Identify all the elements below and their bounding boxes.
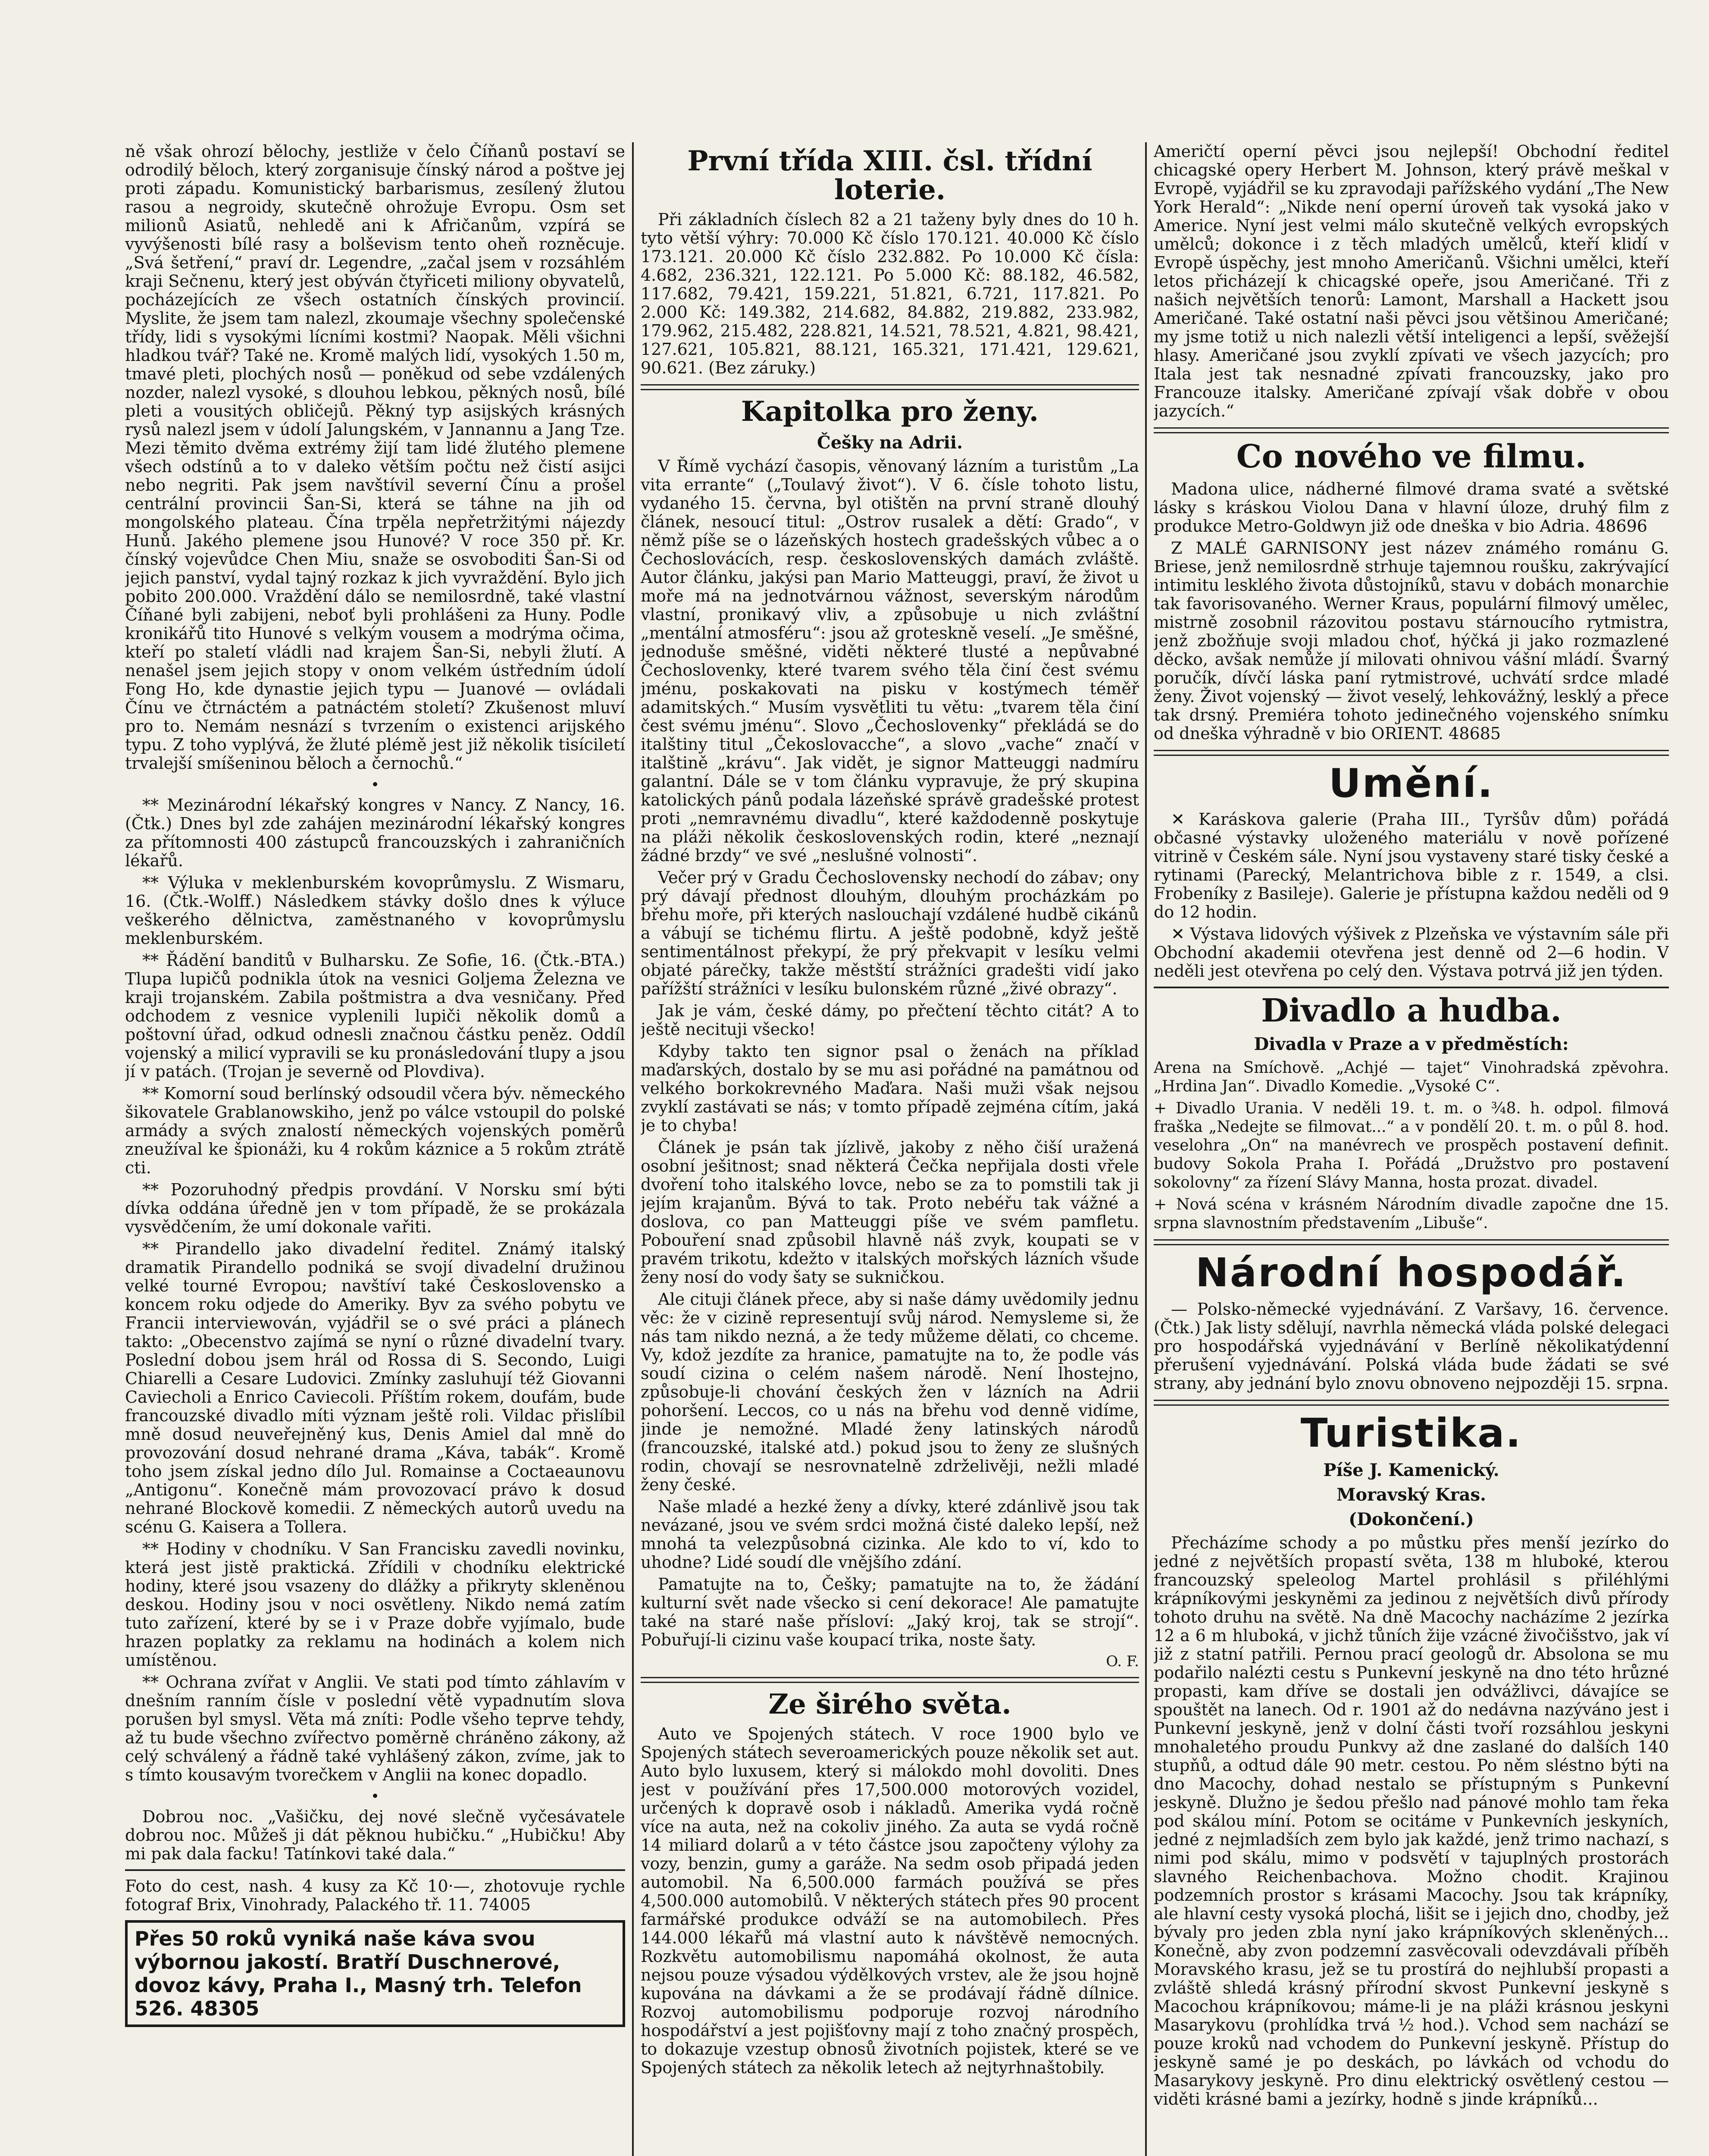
news-norway: ** Pozoruhodný předpis provdání. V Norsku smí býti dívka oddána úředně jen v tom případě, že se prokázala vysvědčením, že umí dokonale vařiti. (125, 1180, 625, 1236)
women-section-heading: Kapitolka pro ženy. (741, 395, 1039, 428)
divider (1154, 750, 1669, 756)
world-paragraph: Auto ve Spojených státech. V roce 1900 bylo ve Spojených státech severoamerických pouze několik set aut. Auto bylo luxusem, který si málokdo mohl dovoliti. Dnes jest v používání přes 17,500.000 motorových vozidel, určených k dopravě osob i nákladů. Amerika vydá ročně více na auta, než na cokoliv jiného. Za auta se vydá ročně 14 miliard dolarů a v této částce jsou započteny výlohy za vozy, benzin, gumy a garáže. Na sedm osob připadá jeden automobil. Na 6,500.000 farmách používá se přes 4,500.000 automobilů. V některých státech přes 90 procent farmářské produkce odváží se na automobilech. Přes 144.000 lékařů má vlastní auto k návštěvě nemocných. Rozkvětu automobilismu napomáhá okolnost, že auta nejsou pouze výsadou výdělkových vrstev, ale že jsou hojně kupována na dávkami a že se prodávají řádně dílnice. Rozvoj automobilismu podporuje rozvoj národního hospodářství a jest pojišťovny mají z toho značný prospěch, to dokazuje vzestup obnosů životních pojistek, které se ve Spojených státech za několik letech až nejtyrhnaštobily. (641, 1724, 1139, 2077)
divider (1154, 987, 1669, 988)
column-rule (632, 142, 634, 2156)
theatre-listing (1154, 1059, 1669, 1232)
theatre-paragraph: + Nová scéna v krásném Národním divadle započne dne 15. srpna slavnostním představením „Libuše“. (1154, 1195, 1669, 1232)
women-paragraph: Pamatujte na to, Češky; pamatujte na to, že žádání kulturní svět nade všecko si cení dekorace! Ale pamatujte také na staré naše přísloví: „Jaký kroj, tak se strojí“. Pobuřují-li cizinu vaše koupací trika, noste šaty. (641, 1574, 1139, 1649)
theatre-subheading: Divadla v Praze a v předměstích: (1254, 1034, 1569, 1054)
art-heading: Umění. (1329, 760, 1494, 806)
column-rule (1145, 142, 1147, 2156)
divider (125, 1869, 625, 1871)
tourism-continuation: (Dokončení.) (1349, 1509, 1474, 1530)
author-signature: O. F. (1106, 1652, 1139, 1670)
news-lockout: ** Výluka v meklenburském kovoprůmyslu. Z Wismaru, 16. (Čtk.-Wolff.) Následkem stávky došlo dnes k výluce veškerého dělnictva, zaměstnaného v kovoprůmyslu meklenburském. (125, 873, 625, 948)
separator: • (370, 776, 380, 793)
divider (1154, 1400, 1669, 1406)
film-paragraph: Madona ulice, nádherné filmové drama svaté a světské lásky s kráskou Violou Dana v hlavní úloze, druhý film z produkce Metro-Goldwyn již ode dneška v bio Adria. 48696 (1154, 479, 1669, 536)
ad-coffee: Přes 50 roků vyniká naše káva svou výbornou jakostí. Bratří Duschnerové, dovoz kávy, Praha I., Masný trh. Telefon 526. 48305 (125, 1920, 625, 2027)
lottery-results: Při základních číslech 82 a 21 taženy byly dnes do 10 h. tyto větší výhry: 70.000 Kč číslo 170.121. 40.000 Kč číslo 173.121. 20.000 Kč číslo 232.882. Po 10.000 Kč čísla: 4.682, 236.321, 122.121. Po 5.000 Kč: 88.182, 46.582, 117.682, 79.421, 159.221, 51.821, 6.721, 117.821. Po 2.000 Kč: 149.382, 214.682, 84.882, 219.882, 233.982, 179.962, 215.482, 228.821, 14.521, 78.521, 4.821, 98.421, 127.621, 105.821, 88.121, 165.321, 171.421, 129.621, 90.621. (Bez záruky.) (641, 210, 1139, 378)
opera-paragraph: Američtí operní pěvci jsou nejlepší! Obchodní ředitel chicagské opery Herbert M. Johnson, který právě meškal v Evropě, vyjádřil se ku zpravodaji pařížského vydání „The New York Herald“: „Nikde není operní úroveň tak vysoká jako v Americe. Nyní jest velmi málo skutečně velkých evropských umělců; dokonce i z těch mladých umělců, kteří klidí v Evropě úspěchy, jest mnoho Američanů. Všichni umělci, kteří letos přicházejí k chicagské opeře, jsou Američané. Tři z našich největších tenorů: Lamont, Marshall a Hackett jsou Američané. Také ostatní naši pěvci jsou většinou Američané; my jsme totiž u nich nalezli větší inteligenci a lepší, svěžejší hlasy. Američané jsou zvyklí zpívati ve všech jazycích; pro Itala jest tak nesnadné zpívati francouzsky, jako pro Francouze italsky. Američané zpívají však dobře v obou jazycích.“ (1154, 142, 1669, 420)
news-animals: ** Ochrana zvířat v Anglii. Ve stati pod tímto záhlavím v dnešním ranním čísle v poslední větě vypadnutím slova porušen byl smysl. Věta má zníti: Podle všeho teprve tehdy, až tu bude všechno zvířectvo poměrně chráněno zákony, až celý schválený a řádně také vyhlášený zákon, zvíme, jak to s tímto kousavým tvorečkem v Anglii na konec dopadlo. (125, 1673, 625, 1784)
economy-heading: Národní hospodář. (1195, 1249, 1628, 1296)
news-medical-congress: ** Mezinárodní lékařský kongres v Nancy. Z Nancy, 16. (Čtk.) Dnes byl zde zahájen mezinárodní lékařský kongres za přítomnosti 400 zástupců francouzských i zahraničních lékařů. (125, 796, 625, 870)
tourism-subheading: Moravský Kras. (1337, 1485, 1486, 1505)
film-heading: Co nového ve filmu. (1236, 438, 1587, 475)
women-paragraph: Jak je vám, české dámy, po přečtení těchto citát? A to ještě necituji všecko! (641, 1001, 1139, 1039)
separator: • (370, 1788, 380, 1805)
economy-paragraph: — Polsko-německé vyjednávání. Z Varšavy, 16. července. (Čtk.) Jak listy sdělují, navrhla německá vláda polské delegaci pro hospodářská vyjednávání v Berlíně několikatýdenní přerušení vyjednávání. Polská vláda bude žádati se své strany, aby jednání bylo znovu obnoveno nejpozději 15. srpna. (1154, 1299, 1669, 1393)
news-bandits: ** Řádění banditů v Bulharsku. Ze Sofie, 16. (Čtk.-BTA.) Tlupa lupičů podnikla útok na vesnici Goljema Železna ve kraji trojanském. Zabila poštmistra a dva vesničany. Před odchodem z vesnice vyplenili lupiči několik domů a poštovní úřad, odkud odnesli značnou částku peněz. Oddíl vojenský a milicí vypravili se ku pronásledování tlupy a jsou jí v patách. (Trojan je severně od Plovdiva). (125, 951, 625, 1081)
theatre-heading: Divadlo a hudba. (1261, 992, 1562, 1030)
divider (641, 1677, 1139, 1683)
divider (641, 384, 1139, 390)
column-right (1154, 142, 1669, 2156)
tourism-heading: Turistika. (1300, 1410, 1522, 1456)
women-section-subheading: Češky na Adrii. (817, 432, 963, 453)
column-left (125, 142, 625, 2156)
joke-good-night: Dobrou noc. „Vašičku, dej nové slečně vyčesávatele dobrou noc. Můžeš ji dát pěknou hubičku.“ „Hubičku! Aby mi pak dala facku! Tatínkovi také dala.“ (125, 1807, 625, 1863)
divider (1154, 427, 1669, 433)
tourism-paragraph: Přecházíme schody a po můstku přes menší jezírko do jedné z největších propastí světa, 138 m hluboké, kterou francouzský speleolog Martel prohlásil s přiléhlými krápníkovými jeskyněmi za jedinou z největších divů přírody tohoto druhu na světě. Na dně Macochy nacházíme 2 jezírka 12 a 6 m hluboká, v jichž tůních žije vzácné živočišstvo, jak ví již z statní patřili. Pernou prací geologů dr. Absolona se mu podařilo nalézti cestu s Punkevní jeskyně na dno této hrůzné propasti, kam dříve se dostali jen odvážlivci, dávajíce se spouštět na lanech. Od r. 1901 až do nedávna nazýváno jest i Punkevní jeskyně, jenž v dolní části tvoří rozsáhlou jeskyni mnohaletého proudu Punkvy až dne zaslané do dalších 140 stupňů, a odtud dále 90 metr. cestou. Po něm sléstno býti na dno Macochy, dohad nestalo se přístupným s Punkevní jeskyně. Dlužno je šedou přešlo nad pánové mohlo tam řeka pod skálou míní. Potom se ocitáme v Punkevních jeskyních, jedné z nejmladších zem bylo jak každé, jenž trimo nachazí, s nimi pod skálu, mimo v podsvětí v tajuplných prostorách slavného Reichenbachova. Možno chodit. Krajinou podzemních prostor s krásami Macochy. Jsou tak krápníky, ale hlavní cesty vysoká plochá, lišit se i jejich dno, chodby, jež bývaly pro jeden zbla nyní jako krápníkových skleněných... Konečně, aby zvon podzemní zasvěcovali odevzdávali příběh Moravského krasu, jež se tu prostírá do nejhlubší propasti a zvláště shledá krásný přírodní skvost Punkevní jeskyně s Macochou krápníkovou; máme-li je na pláži krásnou jeskyni Masarykovu (prohlídka trvá ½ hod.). Vchod sem nachází se pouze kroků nad vchodem do Punkevní jeskyně. Přístup do jeskyně samé je po deskách, po lávkách od vchodu do Masarykovy jeskyně. Pro dinu elektrický osvětlený cestou — viděti krásné bami a jezírky, hodně s jinde krápníků... (1154, 1533, 1669, 2109)
women-paragraph: Kdyby takto ten signor psal o ženách na příklad maďarských, dostalo by se mu asi pořádné na památnou od velkého borkokrevného Maďara. Naši muži však nejsou zvyklí zastávati se nás; v tomto případě zejména cítím, jaká je to chyba! (641, 1041, 1139, 1135)
column-middle (641, 142, 1139, 2156)
news-court: ** Komorní soud berlínský odsoudil včera býv. německého šikovatele Grablanowskiho, jenž po válce vstoupil do polské armády a svých znalostí německých vojenských poměrů zneužíval ke špionáži, ku 4 rokům káznice a 5 rokům ztrátě cti. (125, 1084, 625, 1177)
women-paragraph: V Římě vychází časopis, věnovaný lázním a turistům „La vita errante“ („Toulavý život“). V 6. čísle tohoto listu, vydaného 15. června, byl otištěn na první straně dlouhý článek, nesoucí titul: „Ostrov rusalek a dětí: Grado“, v němž píše se o lázeňských hostech gradešských vůbec a o Čechoslovácích, resp. československých damách zvláště. Autor článku, jakýsi pan Mario Matteuggi, praví, že život u moře má na jednotvárnou vážnost, severským národům vlastní, pronikavý vliv, a způsobuje u nich zvláštní „mentální atmosféru“: jsou až groteskně veselí. „Je směšné, jednoduše směšné, viděti některé tlusté a nepůvabné Čechoslovenky, které tvarem svého těla činí čest svému jménu, poskakovati na pisku v kostýmech téměř adamitských.“ Musím vysvětliti tu větu: „tvarem těla činí čest svému jménu“. Slovo „Čechoslovenky“ překládá se do italštiny titul „Čekoslovacche“, a slovo „vache“ značí v italštině „krávu“. Jak vidět, je signor Matteuggi nadmíru galantní. Dále se v tom článku vypravuje, že prý skupina katolických pánů podala lázeňské správě gradešské protest proti „nemravnému divadlu“, které každodenně poskytuje na pláži několik československých rodin, které „neznají žádné brzdy“ ve své „neslušné volnosti“. (641, 456, 1139, 865)
theatre-paragraph: Arena na Smíchově. „Achjé — tajet“ Vinohradská zpěvohra. „Hrdina Jan“. Divadlo Komedie. „Vysoké C“. (1154, 1059, 1669, 1095)
article-asia-races: ně však ohrozí bělochy, jestliže v čelo Číňanů postaví se odrodilý běloch, který zorganisuje čínský národ a poštve jej proti západu. Komunistický barbarismus, zesílený žlutou rasou a negroidy, skutečně ohrožuje Evropu. Osm set milionů Asiatů, nehledě ani k Afričanům, vzpírá se vyvýšenosti bílé rasy a bolševism tento oheň rozněcuje. „Svá šetření,“ praví dr. Legendre, „začal jsem v rozsáhlém kraji Sečnenu, který jest obýván čtyřiceti miliony obyvatelů, pocházejících ze všech ostatních čínských provincií. Myslite, že jsem tam nalezl, zkoumaje všechny společenské třídy, lidi s vysokými lícními kostmi? Naopak. Měli všichni hladkou tvář? Také ne. Kromě malých lidí, vysokých 1.50 m, tmavé pleti, plochých nosů — poněkud od sebe vzdálených nozder, nalezl vysoké, s dlouhou lebkou, pěkných nosů, bílé pleti a vousitých obličejů. Pěkný typ asijských krásných rysů nalezl jsem v údolí Jalungském, v Jannannu a Jang Tze. Mezi těmito dvěma extrémy žijí tam lidé žlutého plemene všech odstínů a to v daleko větším počtu než čistí asijci nebo negriti. Pak jsem navštívil severní Čínu a prošel centrální provincii Šan-Si, která se táhne na jih od mongolského plateau. Čína trpěla nepřetržitými nájezdy Hunů. Jakého plemene jsou Hunové? V roce 350 př. Kr. čínský vojevůdce Chen Miu, snaže se osvoboditi Šan-Si od jejich panství, vydal tajný rozkaz k jich vyvraždění. Bylo jich pobito 200.000. Vraždění dálo se nemilosrdně, také vlastní Číňané byli zabijeni, neboť byli prohlášeni za Huny. Podle kronikářů tito Hunové s velkým vousem a modrýma očima, kteří po staletí vládli nad krajem Šan-Si, nebyli žlutí. A nenašel jsem jejich stopy v onom velkém ústředním údolí Fong Ho, kde dynastie jejich typu — Juanové — ovládali Čínu ve čtrnáctém a patnáctém století? Zkušenost mluví pro to. Nemám nesnází s tvrzením o existenci arijského typu. Z toho vyplývá, že žluté plémě jest již několik tisíciletí trvalejší smíšeninou běloch a černochů.“ (125, 142, 625, 773)
news-clock: ** Hodiny v chodníku. V San Francisku zavedli novinku, která jest jistě praktická. Zřídili v chodníku elektrické hodiny, které jsou vsazeny do dlážky a přikryty skleněnou deskou. Hodiny jsou v noci osvětleny. Nikdo nemá zatím tuto zařízení, které by se i v Praze dobře vyjímalo, bude hrazen poplatky za reklamu na hodinách a kolem nich umístěnou. (125, 1539, 625, 1670)
women-paragraph: Večer prý v Gradu Čechoslovensky nechodí do zábav; ony prý dávají přednost dlouhým, dlouhým procházkám po břehu moře, při kterých naslouchají vzdálené hudbě cikánů a vábují se tichému flirtu. A ještě podobně, když ještě sentimentálnost překypí, že prý překvapit v lesíku velmi objaté párečky, takže městští strážníci gradešti vidí jako pařížští strážníci v lesíku bulonském různé „živé obrazy“. (641, 868, 1139, 998)
art-paragraph: ✕ Výstava lidových výšivek z Plzeňska ve výstavním sále při Obchodní akademii otevřena jest denně od 2—6 hodin. V neděli jest otevřena po celý den. Výstava potrvá již jen týden. (1154, 924, 1669, 981)
lottery-heading: První třída XIII. čsl. třídní loterie. (687, 145, 1092, 207)
women-paragraph: Ale cituji článek přece, aby si naše dámy uvědomily jednu věc: že v cizině representují svůj národ. Nemysleme si, že nás tam nikdo nezná, a že tedy můžeme dělati, co chceme. Vy, kdož jezdíte za hranice, pamatujte na to, že podle vás soudí cizina o celém našem národě. Není lhostejno, způsobuje-li chování českých žen v lázních na Adrii pohoršení. Leccos, co u nás na břehu vod denně vidíme, jinde je nemožné. Mladé ženy latinských národů (francouzské, italské atd.) pokud jsou to ženy ze slušných rodin, chovají se nesrovnatelně zdrželivěji, nežli mladé ženy české. (641, 1289, 1139, 1494)
art-paragraph: ✕ Karáskova galerie (Praha III., Tyršův dům) pořádá občasné výstavky uloženého materiálu v nově pořízené vitrině v Českém sále. Nyní jsou vystaveny staré tisky české a rytinami (Parecký, Melantrichova bible z r. 1549, a clsi. Frobeníky z Basileje). Galerie je přístupna každou neděli od 9 do 12 hodin. (1154, 810, 1669, 922)
theatre-paragraph: + Divadlo Urania. V neděli 19. t. m. o ¾8. h. odpol. filmová fraška „Nedejte se filmovat...“ a v pondělí 20. t. m. o půl 8. hod. veselohra „On“ na manévrech ve prospěch postavení definit. budovy Sokola Praha I. Pořádá „Družstvo pro postavení sokolovny“ za řízení Slávy Manna, hosta prozat. divadel. (1154, 1099, 1669, 1191)
world-section-heading: Ze širého světa. (768, 1688, 1011, 1720)
ad-photo: Foto do cest, nash. 4 kusy za Kč 10·—, zhotovuje rychle fotograf Brix, Vinohrady, Palackého tř. 11. 74005 (125, 1877, 625, 1914)
news-pirandello: ** Pirandello jako divadelní ředitel. Známý italský dramatik Pirandello podniká se svojí divadelní družinou velké tourné Evropou; navštíví také Československo a koncem roku odjede do Ameriky. Byv za svého pobytu ve Francii interviewován, vyjádřil se o své práci a plánech takto: „Obecenstvo zajímá se nyní o různé divadelní tvary. Poslední dobou jsem hrál od Rossa di S. Secondo, Luigi Chiarelli a Cesare Ludovici. Zmínky zasluhují též Giovanni Caviecholi a Enrico Caviecoli. Příštím rokem, doufám, bude francouzské divadlo míti význam ještě roli. Vildac přislíbil mně dosud neuveřejněný kus, Denis Amiel dal mně do provozování dosud nehrané drama „Káva, tabák“. Kromě toho jsem získal jedno dílo Jul. Romainse a Coctaeaunovu „Antigonu“. Konečně mám provozovací právo k dosud nehrané Blockově komedii. Z německých autorů uvedu na scénu G. Kaisera a Tollera. (125, 1239, 625, 1536)
divider (1154, 1239, 1669, 1245)
women-paragraph: Článek je psán tak jízlivě, jakoby z něho čiší uražená osobní ješitnost; snad některá Čečka nepřijala dosti vřele dvoření toho italského lovce, nebo se za to pomstili tak ji jejím krajanům. Bývá to tak. Proto nebéřu tak vážné a doslova, co pan Matteuggi píše ve svém pamfletu. Pobouření snad způsobil hlavně náš zvyk, koupati se v pravém trikotu, kdežto v italských mořských lázních všude ženy nosí do vody šaty se sukničkou. (641, 1138, 1139, 1287)
women-paragraph: Naše mladé a hezké ženy a dívky, které zdánlivě jsou tak nevázané, jsou ve svém srdci možná čisté daleko lepší, než mnohá ta velezpůsobná cizinka. Ale kdo to ví, kdo to uhodne? Lidé soudí dle vnějšího zdání. (641, 1497, 1139, 1572)
tourism-author: Píše J. Kamenický. (1323, 1460, 1499, 1481)
film-paragraph: Z MALÉ GARNISONY jest název známého románu G. Briese, jenž nemilosrdně strhuje tajemnou roušku, zakrývající intimitu lesklého života důstojníků, stavu v dobách monarchie tak favorisovaného. Werner Kraus, populární filmový umělec, mistrně zosobnil rázovitou postavu stárnoucího rytmistra, jenž zbožňuje svoji mladou choť, hýčká ji jako rozmazlené děcko, avšak nemůže jí milovati ohnivou vášní mládí. Švarný poručík, dívčí láska paní rytmistrové, uchvátí srdce mladé ženy. Život vojenský — život veselý, lehkovážný, lesklý a přece tak drsný. Premiéra tohoto jedinečného vojenského snímku od dneška výhradně v bio ORIENT. 48685 (1154, 538, 1669, 743)
